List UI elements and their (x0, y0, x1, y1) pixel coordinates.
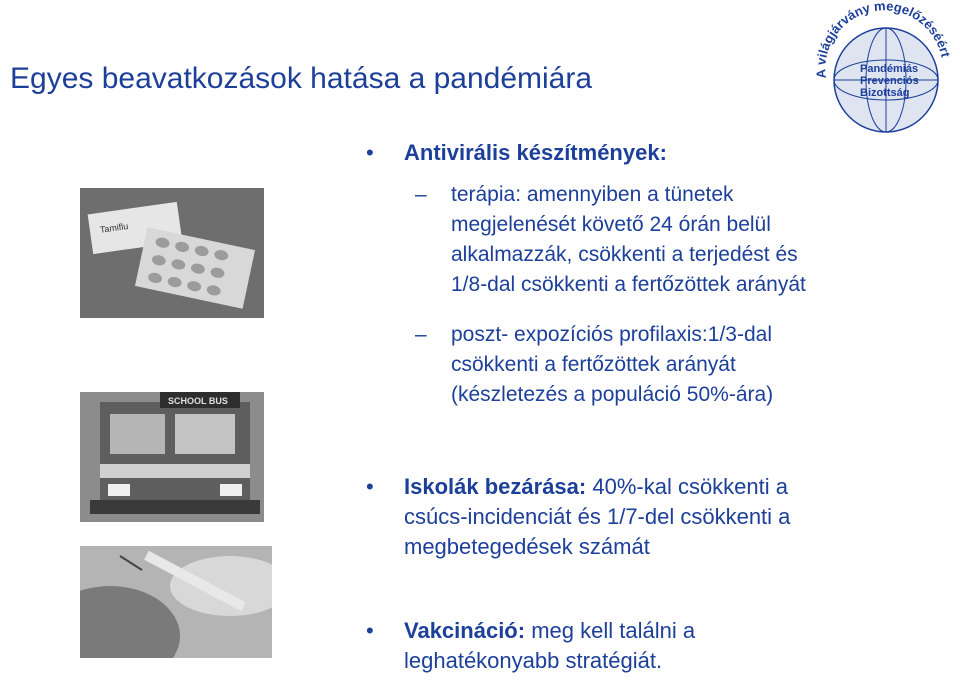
subitem-line: csökkenti a fertőzöttek arányát (451, 353, 736, 376)
subitem-line: megjelenését követő 24 órán belül (451, 213, 771, 236)
dash-icon: – (415, 323, 427, 346)
subitem-therapy (415, 180, 806, 300)
vaccination-syringe-photo (80, 546, 272, 658)
school-bus-photo (80, 392, 264, 522)
logo-arc-text: A világjárvány megelőzéséért (813, 0, 954, 80)
subitem-prophylaxis (415, 320, 774, 410)
subitem-line: poszt- expozíciós profilaxis:1/3-dal (451, 323, 772, 346)
subitem-line: (készletezés a populáció 50%-ára) (451, 383, 774, 406)
bullet-dot-icon: • (366, 618, 374, 643)
bullet-dot-icon: • (366, 140, 374, 165)
bullet-heading-vaccination: Vakcináció: (404, 618, 526, 643)
bullet-text: csúcs-incidenciát és 1/7-del csökkenti a (404, 504, 791, 529)
pill-box-label: Tamiflu (99, 220, 129, 235)
logo-line-2: Prevenciós (860, 75, 919, 87)
bullet-dot-icon: • (366, 474, 374, 499)
subitem-line: terápia: amennyiben a tünetek (451, 183, 734, 206)
bullet-text: meg kell találni a (525, 618, 696, 643)
pandemic-committee-logo (806, 0, 956, 140)
logo-line-1: Pandémiás (860, 63, 919, 75)
dash-icon: – (415, 183, 427, 206)
bullet-school-closure (366, 472, 791, 562)
bus-sign: SCHOOL BUS (168, 396, 228, 406)
bullet-vaccination (366, 616, 696, 676)
bullet-text: megbetegedések számát (404, 534, 650, 559)
bullet-text: 40%-kal csökkenti a (586, 474, 788, 499)
bullet-heading-antivirals: Antivirális készítmények: (404, 140, 667, 165)
bullet-heading-schools: Iskolák bezárása: (404, 474, 587, 499)
subitem-line: alkalmazzák, csökkenti a terjedést és (451, 243, 798, 266)
slide-title: Egyes beavatkozások hatása a pandémiára (10, 62, 593, 95)
logo-line-3: Bizottság (860, 87, 910, 99)
bullet-antivirals (366, 138, 667, 168)
subitem-line: 1/8-dal csökkenti a fertőzöttek arányát (451, 273, 806, 296)
antiviral-pills-photo (80, 188, 264, 318)
bullet-text: leghatékonyabb stratégiát. (404, 648, 663, 673)
